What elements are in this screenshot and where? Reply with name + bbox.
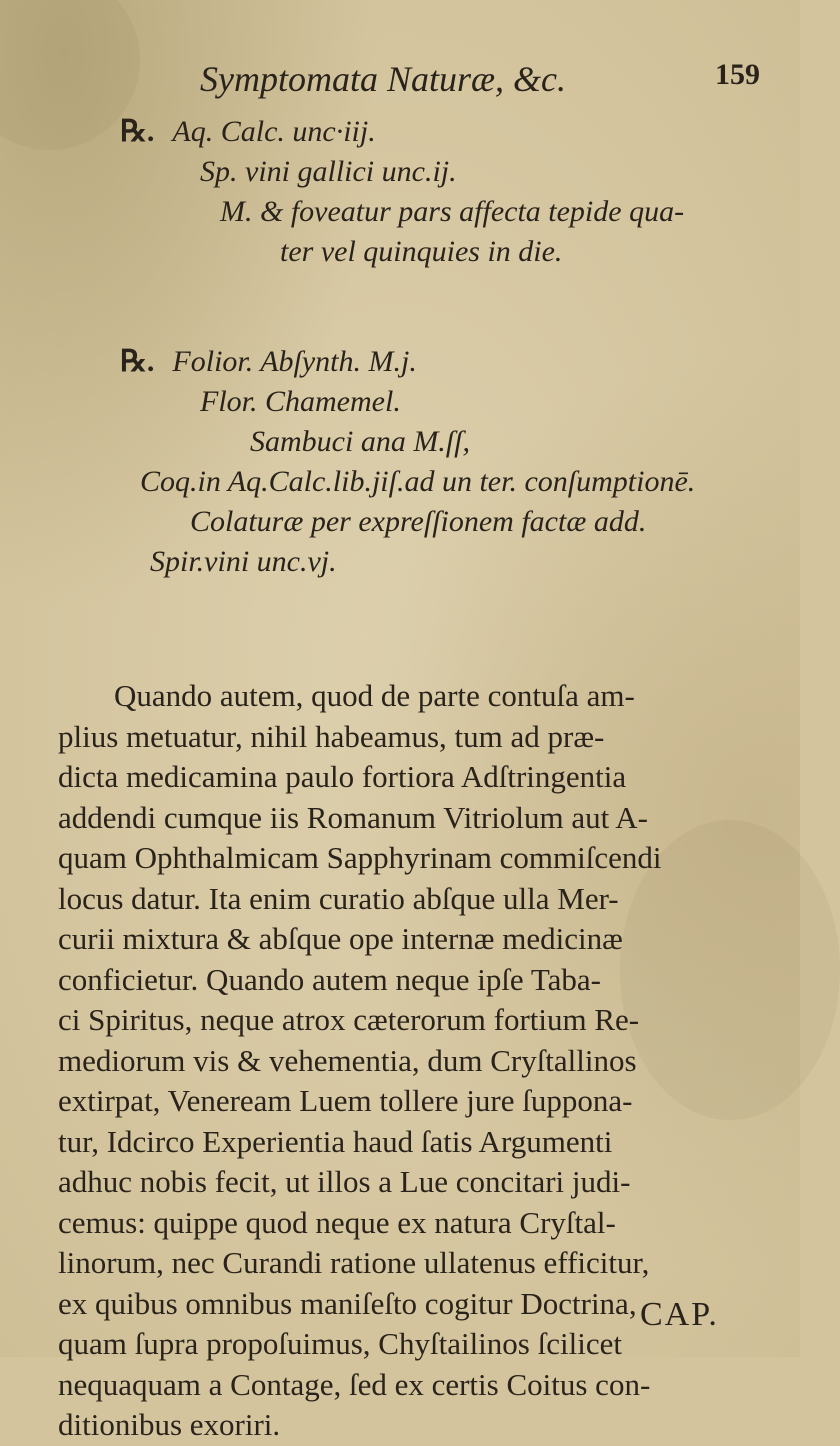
recipe-block-2 [120,342,695,582]
recipe-text: Spir.vini unc.vj. [150,545,337,578]
recipe-text: Folior. Abſynth. M.j. [172,345,417,378]
recipe-symbol: ℞. [120,345,155,378]
recipe-line [220,192,684,232]
running-title: Symptomata Naturæ, &c. [200,59,566,99]
paragraph-line: Quando autem, quod de parte contuſa am- [114,678,635,713]
paragraph-line: cemus: quippe quod neque ex natura Cryſtal- [58,1204,616,1240]
paragraph-line: locus datur. Ita enim curatio abſque ulla Mer- [58,880,619,916]
paragraph-line: ditionibus exoriri. [58,1407,281,1442]
recipe-line [200,152,684,192]
paragraph-line: dicta medicamina paulo fortiora Adſtringentia [58,759,627,794]
paragraph-line: mediorum vis & vehementia, dum Cryſtallinos [58,1042,637,1078]
recipe-line [120,112,684,152]
recipe-line [200,382,695,422]
recipe-line [120,342,695,382]
recipe-text: Sp. vini gallici unc.ij. [200,155,457,188]
recipe-line [150,542,695,582]
paragraph-line: tur, Idcirco Experientia haud ſatis Argumenti [58,1123,613,1159]
paragraph-line: ex quibus omnibus maniſeſto cogitur Doctrina, [58,1285,637,1321]
paragraph-line: quam Ophthalmicam Sapphyrinam commiſcendi [58,840,662,875]
recipe-symbol: ℞. [120,115,155,148]
paragraph-line: addendi cumque iis Romanum Vitriolum aut A- [58,799,648,835]
paragraph-line: ci Spiritus, neque atrox cæterorum fortium Re- [58,1002,640,1037]
recipe-text: Sambuci ana M.ſſ, [250,425,470,458]
paragraph-line: plius metuatur, nihil habeamus, tum ad præ- [58,718,605,754]
paragraph-line: conficietur. Quando autem neque ipſe Taba- [58,961,601,997]
recipe-line [140,462,695,502]
paragraph-line: linorum, nec Curandi ratione ullatenus efficitur, [58,1245,650,1280]
recipe-block-1 [120,112,684,272]
recipe-line [280,232,684,272]
recipe-text: M. & foveatur pars affecta tepide qua- [220,195,685,228]
recipe-line [190,502,695,542]
recipe-text: Flor. Chamemel. [200,385,401,418]
page-number: 159 [715,58,760,91]
paragraph-line: quam ſupra propoſuimus, Chyſtailinos ſcilicet [58,1326,622,1361]
running-header [200,58,760,100]
recipe-text: Coq.in Aq.Calc.lib.jiſ.ad un ter. conſumptionē. [140,465,696,498]
paragraph-line: curii mixtura & abſque ope internæ medicinæ [58,921,623,956]
recipe-text: Aq. Calc. unc·iij. [172,115,376,148]
recipe-text: Colaturæ per expreſſionem factæ add. [190,505,647,538]
recipe-text: ter vel quinquies in die. [280,235,563,268]
paragraph-line: adhuc nobis fecit, ut illos a Lue concitari judi- [58,1164,631,1199]
paragraph-line: nequaquam a Contage, ſed ex certis Coitus con- [58,1366,651,1402]
recipe-line [250,422,695,462]
paragraph-line: extirpat, Veneream Luem tollere jure ſuppona- [58,1083,633,1118]
catchword: CAP. [640,1296,719,1333]
paper-stain [0,0,140,150]
